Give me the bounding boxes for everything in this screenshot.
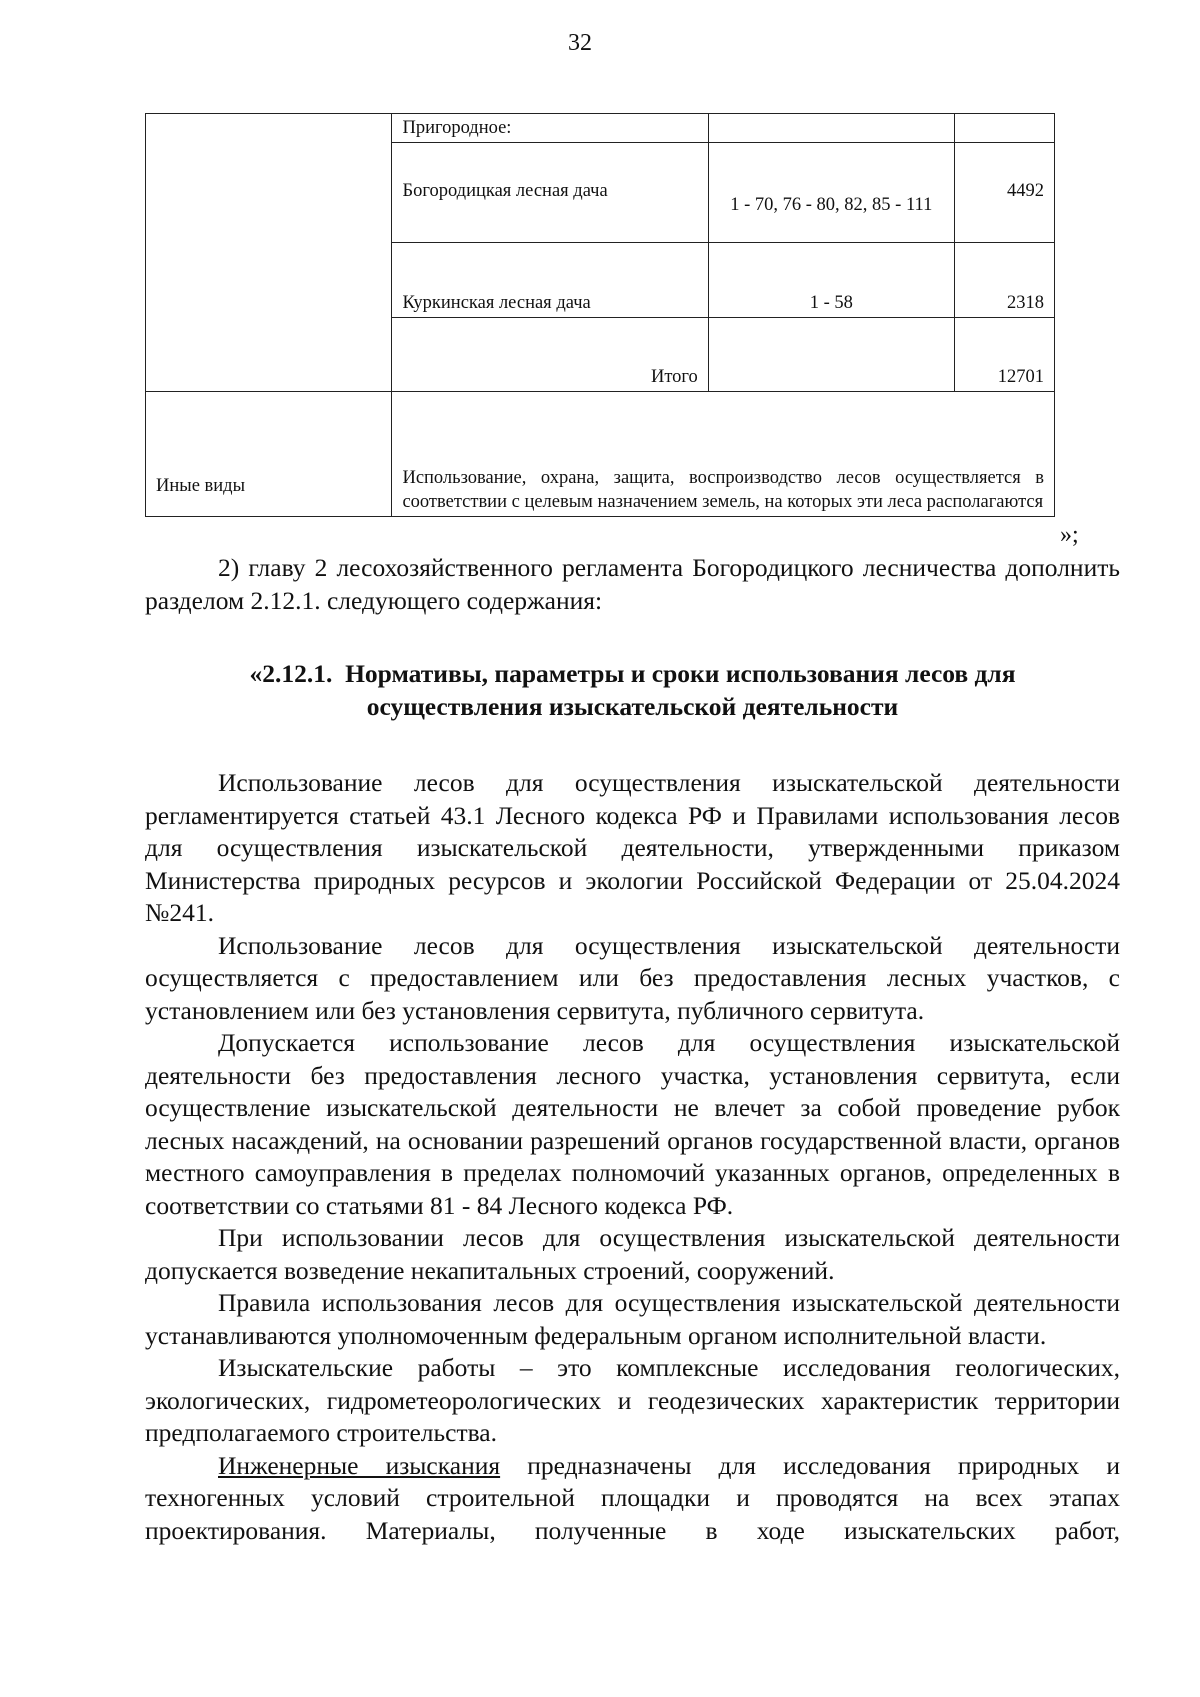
forest-regulation-table <box>145 113 1055 517</box>
section-heading <box>145 657 1120 723</box>
total-value: 12701 <box>954 318 1054 392</box>
table-category-cell-empty <box>146 114 392 392</box>
paragraph: Использование лесов для осуществления изыскательской деятельности регламентируется статьей 43.1 Лесного кодекса РФ и Правилами использования лесов для осуществления изыскательской деятельности, утвержденными приказом Министерства природных ресурсов и экологии Российской Федерации от 25.04.2024 №241. <box>145 768 1120 927</box>
underlined-term: Инженерные изыскания <box>218 1450 501 1480</box>
intro-text: 2) главу 2 лесохозяйственного регламента Богородицкого лесничества дополнить разделом 2.12.1. следующего содержания: <box>145 553 1120 615</box>
table-row-quarters: 1 - 58 <box>708 243 954 318</box>
suburban-header: Пригородное: <box>392 114 708 143</box>
paragraph-rest: предназначены для исследования природных и техногенных условий строительной площадки и проводятся на всех этапах проектирования. Материалы, полученные в ходе изыскательских работ, <box>145 1450 1120 1545</box>
heading-line-2: осуществления изыскательской деятельности <box>366 692 899 721</box>
table-row-name: Куркинская лесная дача <box>392 243 708 318</box>
page-number: 32 <box>568 30 592 56</box>
table-row-area: 2318 <box>954 243 1054 318</box>
quote-end: »; <box>1060 522 1079 548</box>
intro-paragraph <box>145 552 1120 617</box>
total-label: Итого <box>392 318 708 392</box>
body-text <box>145 767 1120 1547</box>
other-types-text: Использование, охрана, защита, воспроизводство лесов осуществляется в соответствии с целевым назначением земель, на которых эти леса располагаются <box>392 392 1055 517</box>
paragraph: Правила использования лесов для осуществления изыскательской деятельности устанавливаются уполномоченным федеральным органом исполнительной власти. <box>145 1288 1120 1350</box>
paragraph: Изыскательские работы – это комплексные исследования геологических, экологических, гидрометеорологических и геодезических характеристик территории предполагаемого строительства. <box>145 1353 1120 1447</box>
table-row-area: 4492 <box>954 143 1054 243</box>
heading-line-1: «2.12.1. Нормативы, параметры и сроки использования лесов для <box>249 659 1016 688</box>
paragraph: Использование лесов для осуществления изыскательской деятельности осуществляется с предоставлением или без предоставления лесных участков, с установлением или без установления сервитута, публичного сервитута. <box>145 930 1120 1025</box>
table-row-name: Богородицкая лесная дача <box>392 143 708 243</box>
paragraph: При использовании лесов для осуществления изыскательской деятельности допускается возведение некапитальных строений, сооружений. <box>145 1223 1120 1285</box>
paragraph <box>145 1450 1120 1548</box>
paragraph: Допускается использование лесов для осуществления изыскательской деятельности без предоставления лесного участка, установления сервитута, если осуществление изыскательской деятельности не влечет за собой проведение рубок лесных насаждений, на основании разрешений органов государственной власти, органов местного самоуправления в пределах полномочий указанных органов, определенных в соответствии со статьями 81 - 84 Лесного кодекса РФ. <box>145 1028 1120 1220</box>
other-types-label: Иные виды <box>146 392 392 517</box>
table-row-quarters: 1 - 70, 76 - 80, 82, 85 - 111 <box>708 143 954 243</box>
